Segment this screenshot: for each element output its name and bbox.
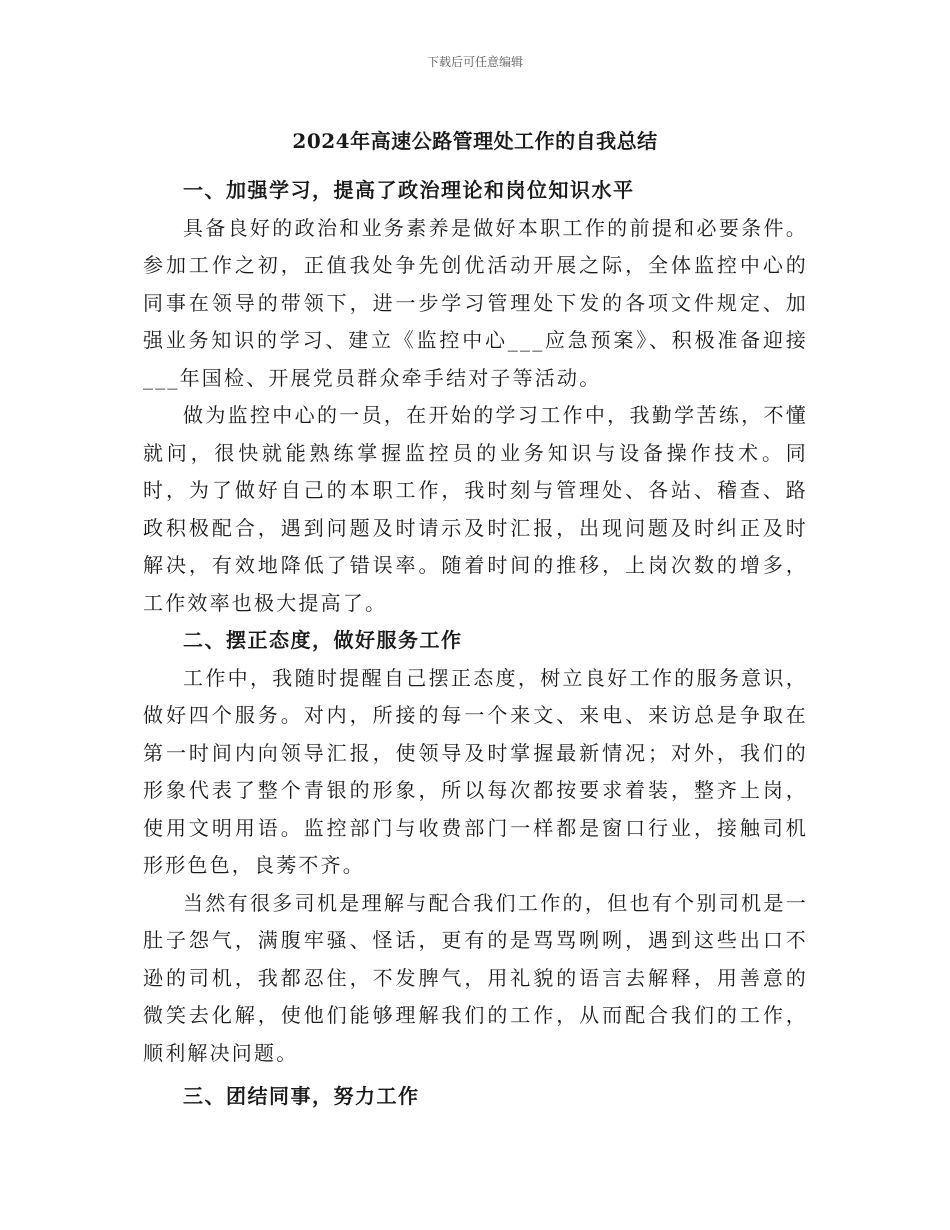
document-title: 2024年高速公路管理处工作的自我总结 [292, 129, 658, 153]
paragraph: 工作中，我随时提醒自己摆正态度，树立良好工作的服务意识，做好四个服务。对内，所接的每一个来文、来电、来访总是争取在第一时间内向领导汇报，使领导及时掌握最新情况；对外，我们的形象代表了整个青银的形象，所以每次都按要求着装，整齐上岗，使用文明用语。监控部门与收费部门一样都是窗口行业，接触司机形形色色，良莠不齐。 [143, 665, 808, 877]
paragraph: 具备良好的政治和业务素养是做好本职工作的前提和必要条件。参加工作之初，正值我处争先创优活动开展之际，全体监控中心的同事在领导的带领下，进一步学习管理处下发的各项文件规定、加强业务知识的学习、建立《监控中心___应急预案》、积极准备迎接___年国检、开展党员群众牵手结对子等活动。 [143, 215, 808, 390]
section-heading-2: 二、摆正态度，做好服务工作 [183, 628, 463, 652]
section-heading-1: 一、加强学习，提高了政治理论和岗位知识水平 [183, 178, 635, 202]
document-body [143, 172, 808, 1116]
paragraph: 做为监控中心的一员，在开始的学习工作中，我勤学苦练，不懂就问，很快就能熟练掌握监控员的业务知识与设备操作技术。同时，为了做好自己的本职工作，我时刻与管理处、各站、稽查、路政积极配合，遇到问题及时请示及时汇报，出现问题及时纠正及时解决，有效地降低了错误率。随着时间的推移，上岗次数的增多，工作效率也极大提高了。 [143, 403, 808, 615]
section-heading-3: 三、团结同事，努力工作 [183, 1084, 420, 1108]
paragraph: 当然有很多司机是理解与配合我们工作的，但也有个别司机是一肚子怨气，满腹牢骚、怪话，更有的是骂骂咧咧，遇到这些出口不逊的司机，我都忍住，不发脾气，用礼貌的语言去解释，用善意的微笑去化解，使他们能够理解我们的工作，从而配合我们的工作，顺利解决问题。 [143, 890, 808, 1065]
header-note: 下载后可任意编辑 [426, 55, 523, 69]
